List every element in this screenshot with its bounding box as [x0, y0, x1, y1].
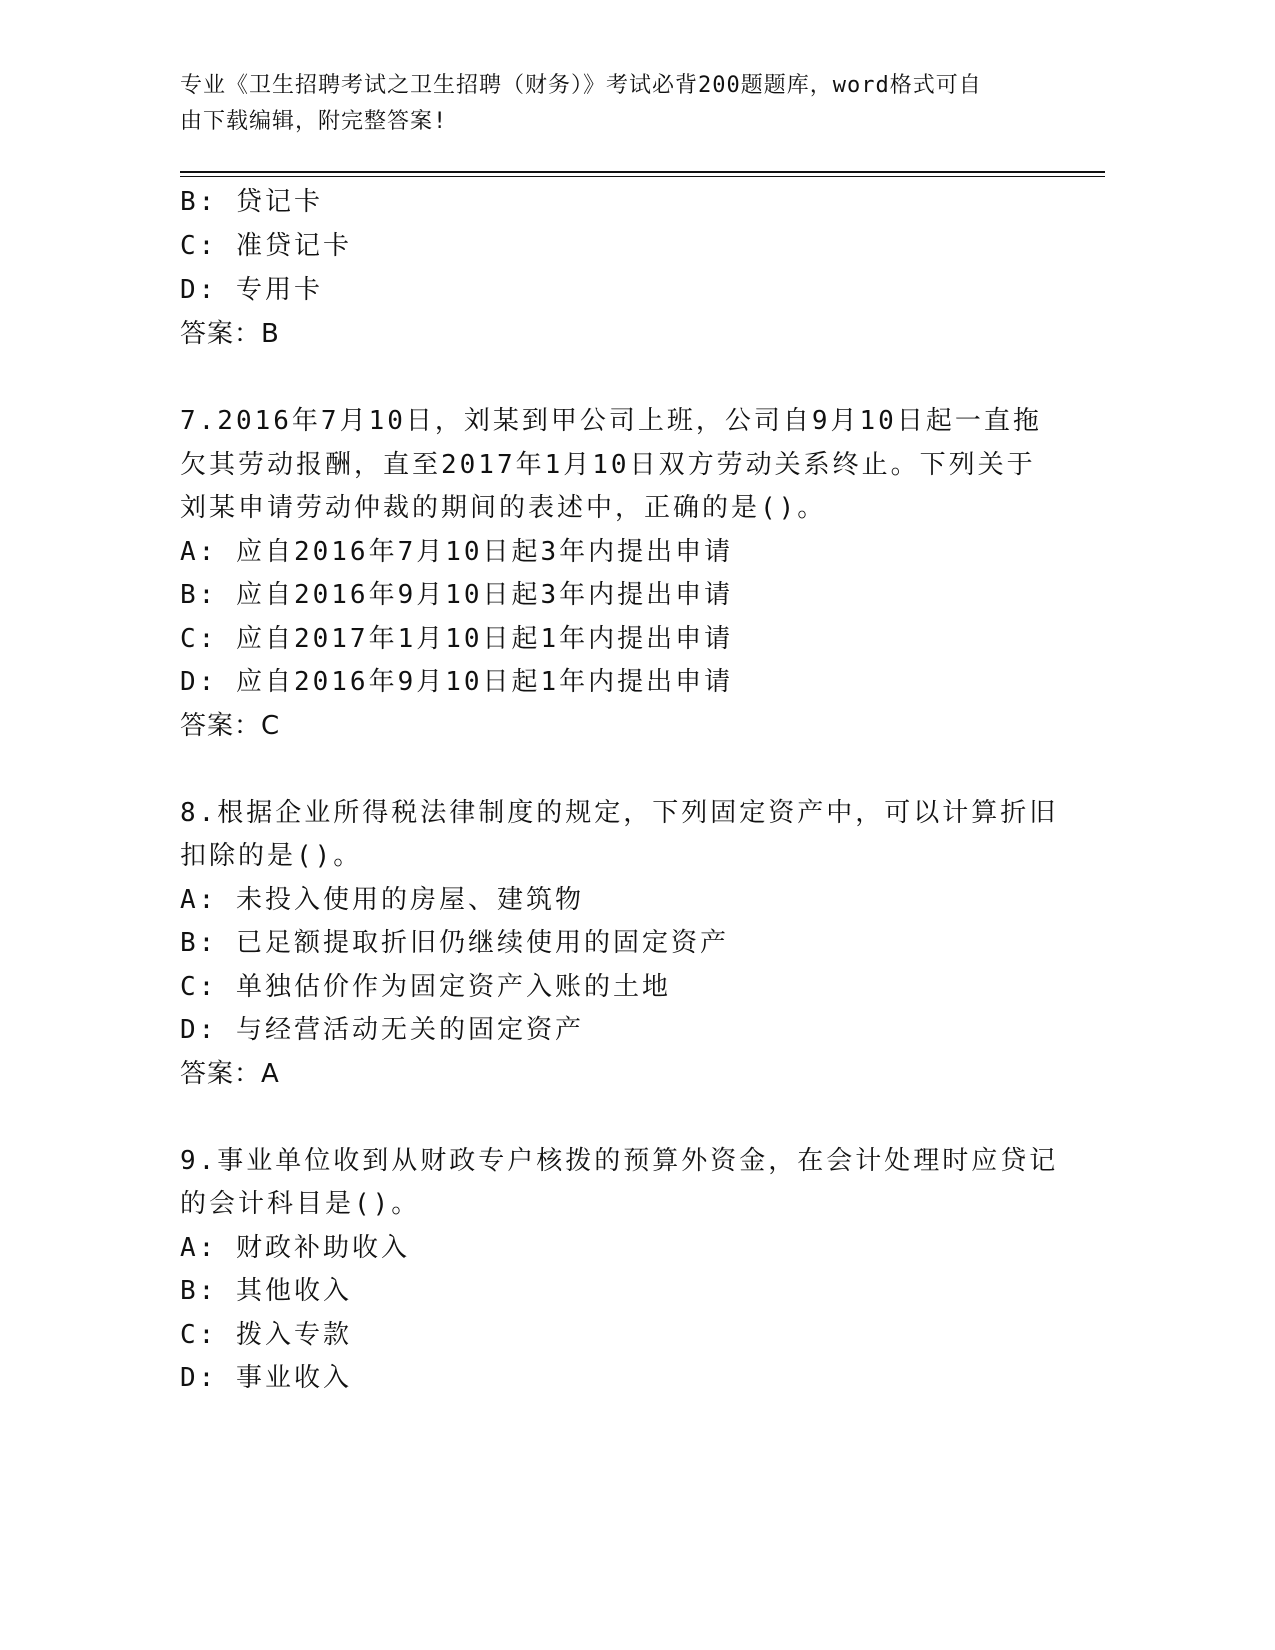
q7-stem-line-2: 欠其劳动报酬，直至2017年1月10日双方劳动关系终止。下列关于 — [180, 450, 1036, 480]
q7-option-d: D: 应自2016年9月10日起1年内提出申请 — [180, 667, 734, 697]
header-line-2: 由下载编辑，附完整答案! — [180, 109, 448, 134]
q7-option-a: A: 应自2016年7月10日起3年内提出申请 — [180, 537, 734, 567]
q8-option-c: C: 单独估价作为固定资产入账的土地 — [180, 972, 671, 1002]
q9-option-d: D: 事业收入 — [180, 1363, 352, 1393]
q9-option-a: A: 财政补助收入 — [180, 1233, 410, 1263]
q9-stem-line-2: 的会计科目是()。 — [180, 1189, 421, 1219]
q8-answer: 答案：A — [180, 1059, 280, 1089]
q6-option-c: C: 准贷记卡 — [180, 231, 352, 261]
header-divider-thick — [180, 171, 1105, 173]
q8-option-d: D: 与经营活动无关的固定资产 — [180, 1015, 584, 1045]
q7-answer: 答案：C — [180, 711, 281, 741]
q6-answer: 答案：B — [180, 319, 280, 349]
q7-option-b: B: 应自2016年9月10日起3年内提出申请 — [180, 580, 734, 610]
document-header — [180, 68, 1040, 140]
q7-stem-line-1: 7.2016年7月10日，刘某到甲公司上班，公司自9月10日起一直拖 — [180, 406, 1042, 436]
q7-stem-line-3: 刘某申请劳动仲裁的期间的表述中，正确的是()。 — [180, 493, 827, 523]
q9-stem-line-1: 9.事业单位收到从财政专户核拨的预算外资金，在会计处理时应贷记 — [180, 1146, 1059, 1176]
header-divider-thin — [180, 176, 1105, 177]
q8-stem-line-2: 扣除的是()。 — [180, 841, 363, 871]
header-line-1: 专业《卫生招聘考试之卫生招聘（财务）》考试必背200题题库，word格式可自 — [180, 73, 982, 98]
q8-stem-line-1: 8.根据企业所得税法律制度的规定，下列固定资产中，可以计算折旧 — [180, 798, 1059, 828]
q8-option-b: B: 已足额提取折旧仍继续使用的固定资产 — [180, 928, 729, 958]
q8-option-a: A: 未投入使用的房屋、建筑物 — [180, 885, 584, 915]
q6-option-d: D: 专用卡 — [180, 275, 323, 305]
q7-option-c: C: 应自2017年1月10日起1年内提出申请 — [180, 624, 734, 654]
q9-option-b: B: 其他收入 — [180, 1276, 352, 1306]
q9-option-c: C: 拨入专款 — [180, 1320, 352, 1350]
q6-option-b: B: 贷记卡 — [180, 187, 323, 217]
